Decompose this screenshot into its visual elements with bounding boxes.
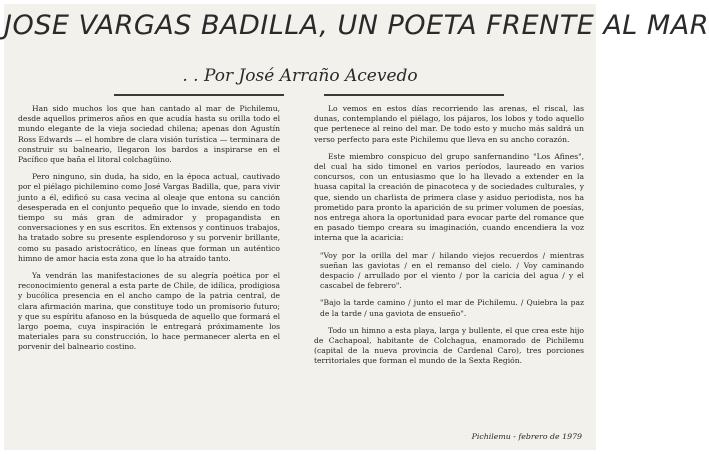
poem-excerpt: "Voy por la orilla del mar / hilando viejos recuerdos / mientras sueñan las gaviotas / en el remanso del cielo. / Voy caminando despacio / arrullado por el viento / por la caricia del agua / y el cascabel de febrero". — [320, 250, 584, 291]
paragraph: Este miembro conspicuo del grupo sanfernandino "Los Afines", del cual ha sido timonel en varios períodos, laureado en varios concursos, con un entusiasmo que lo ha llevado a extender en la huasa capital la creación de pinacoteca y de sociedades culturales, y que, siendo un charlista de primera clase y asiduo periodista, nos ha prometido para pronto la aparición de su primer volumen de poesías, nos entrega ahora la oportunidad para evocar parte del romance que en pasado tiempo creara su imaginación, cuando encendiera la voz interna que la acaricia: — [314, 151, 584, 243]
paragraph: Lo vemos en estos días recorriendo las arenas, el riscal, las dunas, contemplando el piélago, los pájaros, los lobos y todo aquello que pertenece al reino del mar. De todo esto y mucho más saldrá un verso perfecto para este Pichilemu que lleva en su ancho corazón. — [314, 104, 584, 144]
left-column — [18, 104, 280, 360]
paragraph: Todo un himno a esta playa, larga y bullente, el que crea este hijo de Cachapoal, habitante de Colchagua, enamorado de Pichilemu (capital de la nueva provincia de Cardenal Caro), tres porciones territoriales que forman el mundo de la Sexta Región. — [314, 325, 584, 366]
byline-rule-left — [114, 94, 284, 96]
article-headline: JOSE VARGAS BADILLA, UN POETA FRENTE AL MAR — [4, 10, 709, 41]
paragraph: Pero ninguno, sin duda, ha sido, en la época actual, cautivado por el piélago pichilemino como José Vargas Badilla, que, para vivir junto a él, edificó su casa vecina al oleaje que entona su canción desesperada en el conjunto pequeño que lo invade, siendo en todo tiempo su más gran de admirador y propagandista en conversaciones y en sus escritos. En extensos y continuos trabajos, ha tratado sobre su presente esplendoroso y su porvenir brillante, como su pasado aristocrático, en líneas que forman un auténtico himno de amor hacia esta zona que lo ha atraído tanto. — [18, 172, 280, 263]
article-byline: . . Por José Arraño Acevedo — [182, 66, 418, 86]
article-signoff: Pichilemu - febrero de 1979 — [471, 432, 582, 441]
right-column — [314, 104, 584, 374]
poem-excerpt: "Bajo la tarde camino / junto el mar de Pichilemu. / Quiebra la paz de la tarde / una gaviota de ensueño". — [320, 298, 584, 318]
paragraph: Han sido muchos los que han cantado al mar de Pichilemu, desde aquellos primeros años en que acudía hasta su orilla todo el mundo elegante de la vieja sociedad chilena; apenas don Agustín Ross Edwards — el hombre de clara visión turística — terminara de construir su balneario, llegaron los bardos a inspirarse en el Pacífico que baña el litoral colchagüino. — [18, 104, 280, 165]
newspaper-clipping — [4, 4, 709, 450]
byline-rule-right — [324, 94, 504, 96]
paragraph: Ya vendrán las manifestaciones de su alegría poética por el reconocimiento general a esta parte de Chile, de idílica, prodigiosa y bucólica presencia en el ancho campo de la patria central, de clara afirmación marina, que constituye todo un promisorio futuro; y que su espíritu afanoso en la búsqueda de aquello que formará el largo poema, cuya inspiración le entregará próximamente los materiales para su construcción, lo hace permanecer alerta en el porvenir del balneario costino. — [18, 271, 280, 352]
